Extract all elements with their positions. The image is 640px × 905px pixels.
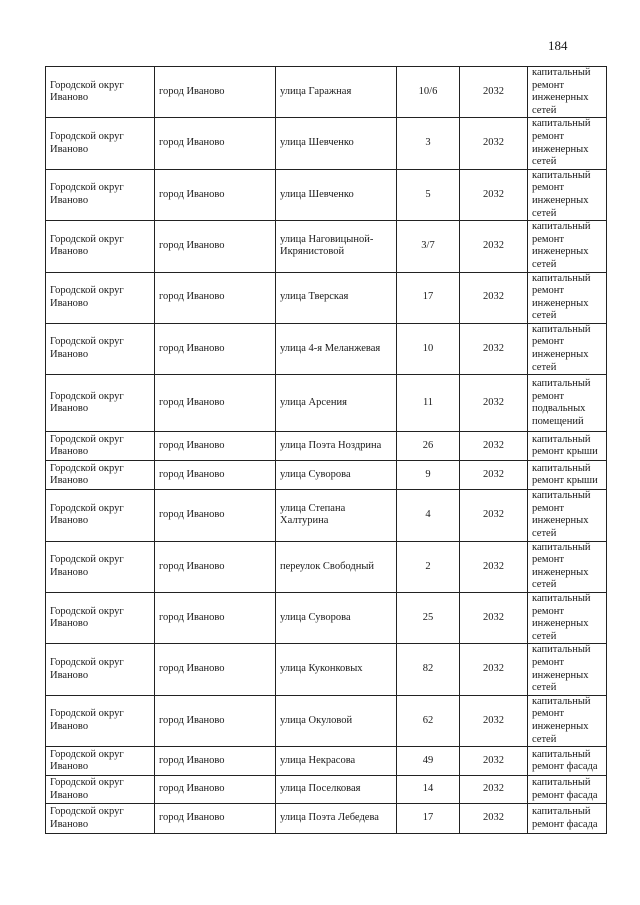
table-row <box>46 272 607 323</box>
table-row <box>46 490 607 541</box>
work-type-cell: капитальный ремонт инженерных сетей <box>528 695 607 746</box>
year-cell: 2032 <box>460 272 528 323</box>
house-cell: 17 <box>397 272 460 323</box>
table-row <box>46 375 607 432</box>
work-type-cell: капитальный ремонт фасада <box>528 776 607 804</box>
street-cell: переулок Свободный <box>276 541 397 592</box>
house-cell: 3/7 <box>397 221 460 272</box>
street-cell: улица Поэта Ноздрина <box>276 432 397 461</box>
table-row <box>46 323 607 374</box>
work-type-cell: капитальный ремонт подвальных помещений <box>528 375 607 432</box>
house-cell: 3 <box>397 118 460 169</box>
year-cell: 2032 <box>460 541 528 592</box>
city-cell: город Иваново <box>155 375 276 432</box>
year-cell: 2032 <box>460 432 528 461</box>
year-cell: 2032 <box>460 323 528 374</box>
okrug-cell: Городской округ Иваново <box>46 695 155 746</box>
okrug-cell: Городской округ Иваново <box>46 490 155 541</box>
okrug-cell: Городской округ Иваново <box>46 747 155 776</box>
okrug-cell: Городской округ Иваново <box>46 118 155 169</box>
house-cell: 17 <box>397 804 460 834</box>
year-cell: 2032 <box>460 776 528 804</box>
street-cell: улица Тверская <box>276 272 397 323</box>
city-cell: город Иваново <box>155 695 276 746</box>
year-cell: 2032 <box>460 593 528 644</box>
work-type-cell: капитальный ремонт инженерных сетей <box>528 644 607 695</box>
house-cell: 10 <box>397 323 460 374</box>
city-cell: город Иваново <box>155 272 276 323</box>
year-cell: 2032 <box>460 490 528 541</box>
year-cell: 2032 <box>460 747 528 776</box>
street-cell: улица Окуловой <box>276 695 397 746</box>
house-cell: 49 <box>397 747 460 776</box>
street-cell: улица Гаражная <box>276 67 397 118</box>
city-cell: город Иваново <box>155 118 276 169</box>
work-type-cell: капитальный ремонт инженерных сетей <box>528 169 607 220</box>
house-cell: 4 <box>397 490 460 541</box>
house-cell: 26 <box>397 432 460 461</box>
work-type-cell: капитальный ремонт фасада <box>528 747 607 776</box>
table-row <box>46 461 607 490</box>
city-cell: город Иваново <box>155 67 276 118</box>
street-cell: улица Суворова <box>276 461 397 490</box>
table-row <box>46 541 607 592</box>
okrug-cell: Городской округ Иваново <box>46 375 155 432</box>
okrug-cell: Городской округ Иваново <box>46 461 155 490</box>
street-cell: улица Суворова <box>276 593 397 644</box>
okrug-cell: Городской округ Иваново <box>46 644 155 695</box>
okrug-cell: Городской округ Иваново <box>46 776 155 804</box>
year-cell: 2032 <box>460 804 528 834</box>
okrug-cell: Городской округ Иваново <box>46 541 155 592</box>
okrug-cell: Городской округ Иваново <box>46 593 155 644</box>
okrug-cell: Городской округ Иваново <box>46 169 155 220</box>
street-cell: улица Куконковых <box>276 644 397 695</box>
table-row <box>46 593 607 644</box>
work-type-cell: капитальный ремонт инженерных сетей <box>528 323 607 374</box>
year-cell: 2032 <box>460 118 528 169</box>
work-type-cell: капитальный ремонт фасада <box>528 804 607 834</box>
city-cell: город Иваново <box>155 432 276 461</box>
house-cell: 10/6 <box>397 67 460 118</box>
street-cell: улица Поселковая <box>276 776 397 804</box>
year-cell: 2032 <box>460 695 528 746</box>
work-type-cell: капитальный ремонт крыши <box>528 432 607 461</box>
work-type-cell: капитальный ремонт инженерных сетей <box>528 118 607 169</box>
table-row <box>46 804 607 834</box>
year-cell: 2032 <box>460 644 528 695</box>
city-cell: город Иваново <box>155 169 276 220</box>
street-cell: улица Арсения <box>276 375 397 432</box>
work-type-cell: капитальный ремонт крыши <box>528 461 607 490</box>
table-row <box>46 169 607 220</box>
okrug-cell: Городской округ Иваново <box>46 272 155 323</box>
table-row <box>46 118 607 169</box>
work-type-cell: капитальный ремонт инженерных сетей <box>528 272 607 323</box>
house-cell: 25 <box>397 593 460 644</box>
house-cell: 11 <box>397 375 460 432</box>
work-type-cell: капитальный ремонт инженерных сетей <box>528 221 607 272</box>
street-cell: улица Некрасова <box>276 747 397 776</box>
city-cell: город Иваново <box>155 490 276 541</box>
table-row <box>46 776 607 804</box>
city-cell: город Иваново <box>155 804 276 834</box>
table-row <box>46 221 607 272</box>
page-number: 184 <box>548 38 568 53</box>
okrug-cell: Городской округ Иваново <box>46 804 155 834</box>
okrug-cell: Городской округ Иваново <box>46 323 155 374</box>
house-cell: 14 <box>397 776 460 804</box>
table-row <box>46 747 607 776</box>
house-cell: 82 <box>397 644 460 695</box>
year-cell: 2032 <box>460 169 528 220</box>
city-cell: город Иваново <box>155 747 276 776</box>
house-cell: 62 <box>397 695 460 746</box>
year-cell: 2032 <box>460 67 528 118</box>
work-type-cell: капитальный ремонт инженерных сетей <box>528 67 607 118</box>
city-cell: город Иваново <box>155 644 276 695</box>
city-cell: город Иваново <box>155 221 276 272</box>
street-cell: улица Поэта Лебедева <box>276 804 397 834</box>
work-type-cell: капитальный ремонт инженерных сетей <box>528 490 607 541</box>
table-row <box>46 432 607 461</box>
work-type-cell: капитальный ремонт инженерных сетей <box>528 593 607 644</box>
city-cell: город Иваново <box>155 541 276 592</box>
house-cell: 5 <box>397 169 460 220</box>
repair-plan-table <box>45 66 607 834</box>
city-cell: город Иваново <box>155 776 276 804</box>
okrug-cell: Городской округ Иваново <box>46 432 155 461</box>
year-cell: 2032 <box>460 461 528 490</box>
street-cell: улица Шевченко <box>276 118 397 169</box>
street-cell: улица Степана Халтурина <box>276 490 397 541</box>
work-type-cell: капитальный ремонт инженерных сетей <box>528 541 607 592</box>
house-cell: 2 <box>397 541 460 592</box>
table-row <box>46 67 607 118</box>
okrug-cell: Городской округ Иваново <box>46 67 155 118</box>
city-cell: город Иваново <box>155 593 276 644</box>
year-cell: 2032 <box>460 221 528 272</box>
street-cell: улица Наговицыной-Икрянистовой <box>276 221 397 272</box>
street-cell: улица 4-я Меланжевая <box>276 323 397 374</box>
house-cell: 9 <box>397 461 460 490</box>
okrug-cell: Городской округ Иваново <box>46 221 155 272</box>
street-cell: улица Шевченко <box>276 169 397 220</box>
table-row <box>46 695 607 746</box>
city-cell: город Иваново <box>155 461 276 490</box>
table-row <box>46 644 607 695</box>
year-cell: 2032 <box>460 375 528 432</box>
city-cell: город Иваново <box>155 323 276 374</box>
